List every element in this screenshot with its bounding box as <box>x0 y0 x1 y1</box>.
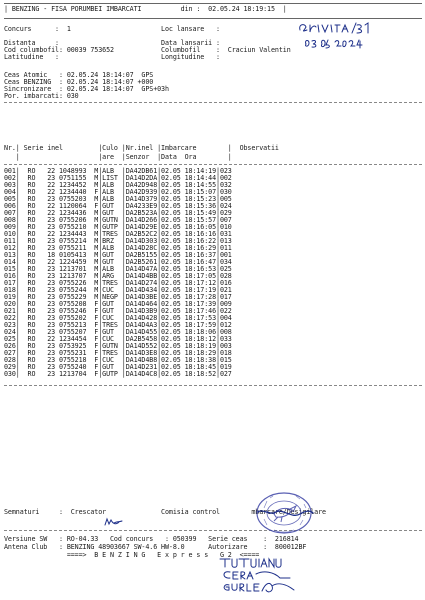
table-row: 022| RO 23 0755202 F|CUC |DA14D428|02.05 18:17:53|004 <box>4 314 232 322</box>
table-row: 012| RO 23 0755211 M|ALB |DA14D28C|02.05 18:16:29|011 <box>4 244 232 252</box>
table-row: 019| RO 23 0755229 M|NEGP |DA14D3BE|02.05 18:17:28|017 <box>4 293 232 301</box>
info-distanta-line: Distanta : Data lansarii : <box>4 39 220 47</box>
table-row: 009| RO 23 0755210 M|GUTP |DA14D29E|02.05 18:16:05|010 <box>4 223 232 231</box>
info-concurs-line: Concurs : 1 Loc lansare : <box>4 25 220 33</box>
table-row: 008| RO 23 0755206 M|GUTN |DA14D266|02.05 18:15:57|007 <box>4 216 232 224</box>
table-row: 006| RO 22 1120064 F|GUT |DA4233E9|02.05 18:15:36|024 <box>4 202 232 210</box>
table-row: 024| RO 23 0755207 F|GUT |DA14D455|02.05 18:18:06|008 <box>4 328 232 336</box>
table-bottom-rule <box>4 385 422 386</box>
table-row: 015| RO 23 1213701 M|ALB |DA14D47A|02.05 18:16:53|025 <box>4 265 232 273</box>
table-header-line-1: Nr.| Serie inel |Culo |Nr.inel |Imbarcare | Observatii <box>4 144 279 152</box>
footer-version-line: Versiune SW : RO-04.33 Cod concurs : 050399 Serie ceas : 216814 <box>4 535 299 543</box>
footer-top-rule <box>4 530 422 531</box>
clock-benzing-line: Ceas BENZING : 02.05.24 18:14:07 +000 <box>4 78 154 86</box>
footer-antenna-line: Antena Club : BENZING 48903667 SW-4.6 HW-8.0 Autorizare : 800012BF <box>4 543 307 551</box>
table-row: 021| RO 23 0755246 F|GUT |DA14D3B9|02.05 18:17:46|022 <box>4 307 232 315</box>
table-row: 020| RO 23 0755208 F|GUT |DA14D464|02.05 18:17:39|009 <box>4 300 232 308</box>
table-row: 018| RO 23 0755244 M|CUC |DA14D434|02.05 18:17:19|021 <box>4 286 232 294</box>
table-header-rule <box>4 164 422 165</box>
signature-crescator <box>102 515 126 529</box>
table-row: 026| RO 23 0753925 F|GUTN |DA14D552|02.05 18:18:19|003 <box>4 342 232 350</box>
club-stamp <box>252 488 316 538</box>
table-row: 003| RO 22 1234452 M|ALB |DA42D948|02.05 18:14:55|032 <box>4 181 232 189</box>
pigeons-count-line: Por. imbarcati: 030 <box>4 92 79 100</box>
info-latitudine-line: Latitudine : Longitudine : <box>4 53 220 61</box>
handwriting-names <box>216 556 326 600</box>
table-row: 010| RO 22 1234443 M|TRES |DA2B52C2|02.05 18:16:16|031 <box>4 230 232 238</box>
table-row: 011| RO 23 0755214 M|BRZ |DA14D303|02.05 18:16:22|013 <box>4 237 232 245</box>
footer-benzing-line: ====> B E N Z I N G E x p r e s s G 2 <==== <box>4 551 260 559</box>
table-header-line-2: | |are |Senzor |Data Ora | <box>4 153 232 161</box>
clock-sync-line: Sincronizare : 02.05.24 18:14:07 GPS+03h <box>4 85 169 93</box>
pigeon-table <box>4 168 422 378</box>
signatures-line: Semnaturi : Crescator Comisia control mbarcare/Desigilare <box>4 508 326 516</box>
table-row: 025| RO 22 1234454 F|CUC |DA2B5458|02.05 18:18:12|033 <box>4 335 232 343</box>
table-top-rule <box>4 102 422 103</box>
table-row: 028| RO 23 0755218 F|CUC |DA14D4B8|02.05 18:18:38|015 <box>4 356 232 364</box>
table-row: 029| RO 23 0755240 F|GUT |DA14D231|02.05 18:18:45|019 <box>4 363 232 371</box>
table-row: 007| RO 22 1234436 M|GUT |DA2B523A|02.05 18:15:49|029 <box>4 209 232 217</box>
table-row: 001| RO 22 1048993 M|ALB |DA42DB61|02.05 18:14:19|023 <box>4 167 232 175</box>
table-row: 030| RO 23 1213704 F|GUTP |DA14D4C8|02.05 18:18:52|027 <box>4 370 232 378</box>
table-row: 023| RO 23 0755213 F|TRES |DA14D4A3|02.05 18:17:59|012 <box>4 321 232 329</box>
table-row: 027| RO 23 0755231 F|TRES |DA14D3E8|02.05 18:18:29|018 <box>4 349 232 357</box>
info-columbofil-line: Cod columbofil: 00039 753652 Columbofil : Craciun Valentin <box>4 46 291 54</box>
document-sheet <box>4 0 424 600</box>
handwriting-location <box>296 20 376 52</box>
table-row: 002| RO 23 0751155 M|LIST |DA14D2DA|02.05 18:14:44|002 <box>4 174 232 182</box>
table-row: 017| RO 23 0755226 M|TRES |DA14D274|02.05 18:17:12|016 <box>4 279 232 287</box>
table-row: 013| RO 18 0105413 M|GUT |DA2B5155|02.05 18:16:37|001 <box>4 251 232 259</box>
table-row: 004| RO 22 1234440 F|ALB |DA42D939|02.05 18:15:07|030 <box>4 188 232 196</box>
table-row: 005| RO 23 0755203 M|ALB |DA14D379|02.05 18:15:23|005 <box>4 195 232 203</box>
table-row: 014| RO 22 1224459 M|GUT |DA2B5261|02.05 18:16:47|034 <box>4 258 232 266</box>
clock-atomic-line: Ceas Atomic : 02.05.24 18:14:07 GPS <box>4 71 154 79</box>
table-row: 016| RO 23 1213707 M|ARG |DA14D4BB|02.05 18:17:05|028 <box>4 272 232 280</box>
document-title: | BENZING - FISA PORUMBEI IMBARCATI din : 02.05.24 18:19:15 | <box>4 5 287 13</box>
